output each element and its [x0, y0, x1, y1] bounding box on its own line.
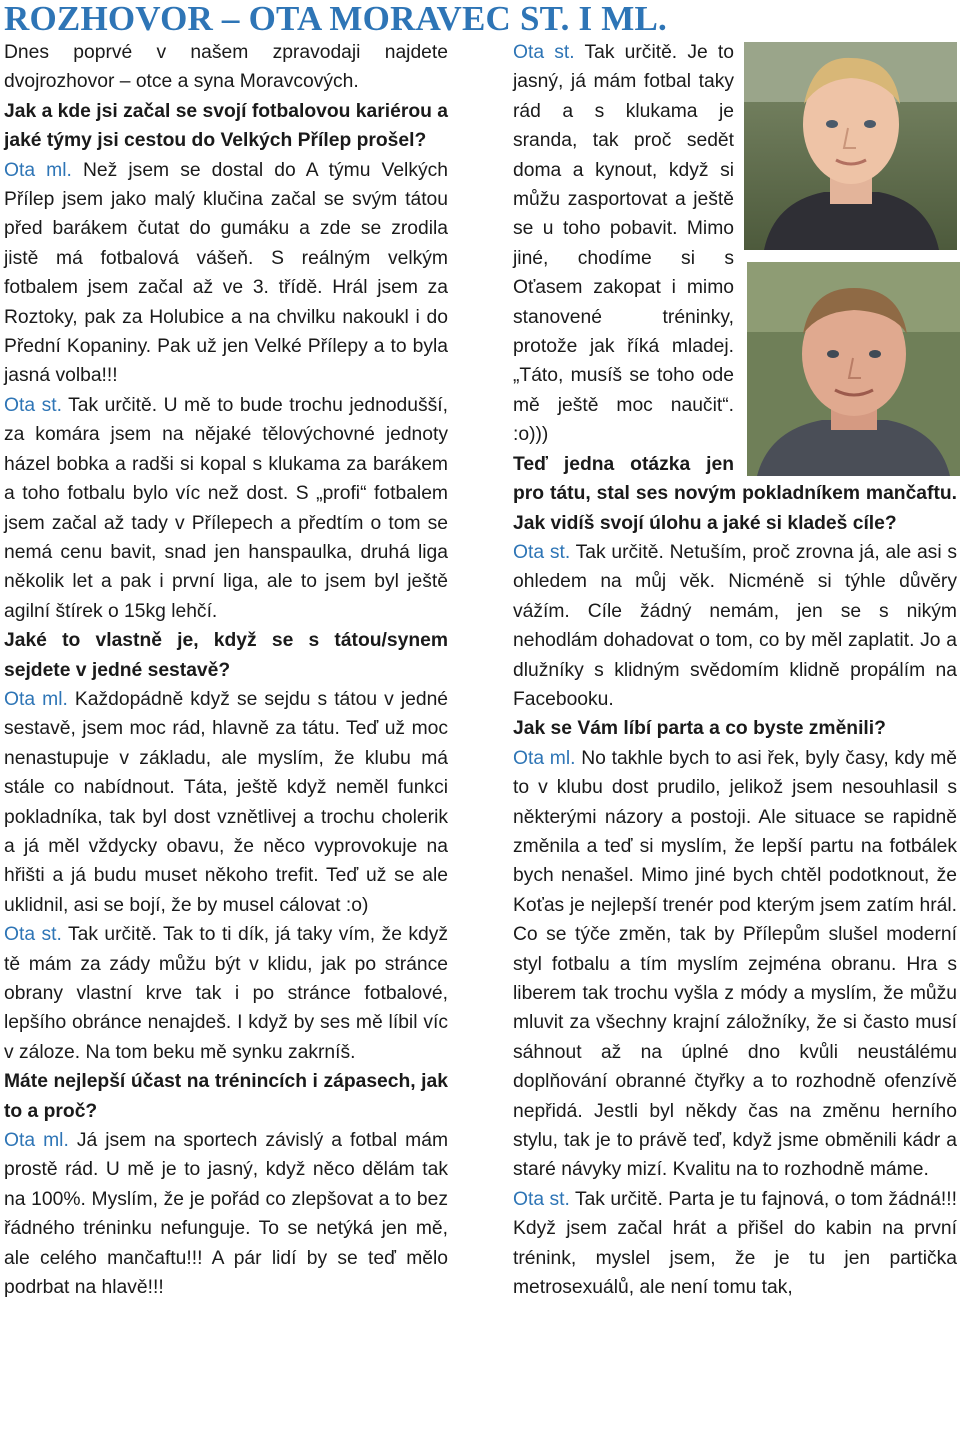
answer-text: Parta je tu fajnová, o tom žádná!!! Když jsem začal hrát a přišel do kabin na první trénink, myslel jsem, že je tu jen partička metrosexuálů, ale není tomu tak,	[513, 1188, 957, 1299]
question-5: Jak se Vám líbí parta a co byste změnili?	[513, 718, 886, 740]
answer-5-junior	[513, 744, 957, 1185]
intro-paragraph: Dnes poprvé v našem zpravodaji najdete dvojrozhovor – otce a syna Moravcových.	[4, 42, 448, 93]
left-column	[4, 38, 448, 1302]
answer-5-senior	[513, 1185, 957, 1303]
speaker-senior: Ota st.	[513, 42, 575, 63]
answer-3-junior	[4, 1126, 448, 1302]
answer-text: Je to jasný, já mám fotbal taky rád a s klukama je sranda, tak proč sedět doma a kynout, když si můžu zasportovat a ještě se u toho pobavit. Mimo jiné, chodíme si s Oťasem zakopat i mimo stanovené tréninky, protože jak říká mladej. „Táto, musíš se toho ode mě ještě moc naučit“. :o)))	[513, 42, 734, 446]
right-column	[513, 38, 957, 1302]
answer-text: Tak to ti dík, já taky vím, že když tě mám za zády můžu být v klidu, jak po stránce obrany vlastní krve tak i po stránce fotbalové, lepšího obránce nenajdeš. I když by ses mě líbil víc v záloze. Na tom beku mě synku zakrníš.	[4, 924, 449, 1063]
answer-text: No takhle bych to asi řek, byly časy, kdy mě to v klubu dost prudilo, jelikož jsem nesouhlasil s některými názory a postoji. Ale situace se rapidně změnila a teď si myslím, že lepší partu na fotbálek bych nenašel. Mimo jiné bych chtěl podotknout, že Koťas je nejlepší trenér pod kterým jsem zatím hrál. Co se týče změn, tak by Přílepům slušel moderní styl fotbalu a tím myslím zejména obranu. Hra s liberem tak trochu vyšla z módy a myslím, že můžu mluvit za všechny krajní záložníky, že si často musí sáhnout až na úplné dno kvůli neustálému doplňování obranné čtyřky a to rozhodně ofenzívě nepřidá. Jestli byl někdy čas na změnu herního stylu, tak je to právě teď, když jsme obměnili kádr a staré návyky mizí. Kvalitu na to rozhodně máme.	[513, 747, 957, 1181]
speaker-junior: Ota ml.	[4, 688, 68, 710]
answer-2-junior	[4, 685, 448, 920]
article-title: ROZHOVOR – OTA MORAVEC ST. I ML.	[4, 0, 667, 38]
speaker-junior: Ota ml.	[4, 159, 72, 181]
answer-lead: Tak určitě.	[574, 1188, 663, 1210]
question-2: Jaké to vlastně je, když se s tátou/synem sejdete v jedné sestavě?	[4, 630, 448, 681]
photo-young-man	[744, 42, 957, 250]
speaker-junior: Ota ml.	[513, 747, 576, 769]
question-1: Jak a kde jsi začal se svojí fotbalovou kariérou a jaké týmy jsi cestou do Velkých Přílep prošel?	[4, 100, 448, 152]
answer-text: U mě to bude trochu jednodušší, za komára jsem na nějaké tělovýchovné jednoty házel bobka a radši si kopal s klukama za barákem a toho fotbalu bylo víc než dost. S „profi“ fotbalem jsem začal až tady v Přílepech a předtím o tom se nemá cenu bavit, snad jen hanspaulka, druhá liga několik let a pak i první liga, ale to jsem byl ještě agilní štírek o 15kg lehčí.	[4, 394, 448, 622]
photo-older-man	[747, 262, 960, 476]
portrait-senior-icon	[747, 262, 960, 476]
portrait-junior-icon	[744, 42, 957, 250]
question-3: Máte nejlepší účast na trénincích i zápasech, jak to a proč?	[4, 1071, 448, 1122]
speaker-junior: Ota ml.	[4, 1130, 69, 1152]
answer-text: Netuším, proč zrovna já, ale asi s ohledem na můj věk. Nicméně si týhle důvěry vážím. Cíle žádný nemám, jen se s nikým nehodlám dohadovat o tom, co by měl zaplatit. Jo a dlužníky s klidným svědomím klidně propálím na Facebooku.	[513, 541, 957, 710]
answer-lead: Tak určitě.	[575, 541, 664, 563]
speaker-senior: Ota st.	[4, 394, 62, 416]
answer-lead: Tak určitě.	[584, 42, 678, 63]
speaker-senior: Ota st.	[513, 541, 571, 563]
question-4: Teď jedna otázka jen pro tátu, stal ses novým pokladníkem mančaftu. Jak vidíš svojí úlohu a jaké si kladeš cíle?	[513, 453, 957, 534]
speaker-senior: Ota st.	[4, 924, 62, 946]
answer-text: Než jsem se dostal do A týmu Velkých Přílep jsem jako malý klučina začal se svým tátou před barákem čutat do gumáku a zde se zrodila jistě má fotbalová vášeň. S reálným velkým fotbalem jsem začal až ve 3. třídě. Hrál jsem za Roztoky, pak za Holubice a na chvilku nakoukl i do Přední Kopaniny. Pak už jen Velké Přílepy a to byla jasná volba!!!	[4, 159, 448, 387]
answer-4-senior	[513, 538, 957, 714]
answer-2-senior	[4, 920, 448, 1067]
answer-lead: Tak určitě.	[67, 924, 157, 946]
answer-lead: Tak určitě.	[68, 394, 158, 416]
speaker-senior: Ota st.	[513, 1188, 570, 1210]
answer-1-senior	[4, 391, 448, 626]
answer-text: Já jsem na sportech závislý a fotbal mám prostě rád. U mě je to jasný, když něco dělám tak na 100%. Myslím, že je pořád co zlepšovat a to bez řádného tréninku nefunguje. To se netýká jen mě, ale celého mančaftu!!! A pár lidí by se teď mělo podrbat na hlavě!!!	[4, 1130, 449, 1299]
answer-text: Každopádně když se sejdu s tátou v jedné sestavě, jsem moc rád, hlavně za tátu. Teď už moc nenastupuje v základu, ale myslím, že klubu má stále co nabídnout. Táta, ještě když neměl funkci pokladníka, tak byl dost vznětlivej a trochu cholerik a já měl vždycky obavu, že něco vyprovokuje na hřišti a já budu muset někoho trefit. Teď už se ale uklidnil, asi se bojí, že by musel cálovat :o)	[4, 688, 449, 916]
answer-1-junior	[4, 156, 448, 391]
